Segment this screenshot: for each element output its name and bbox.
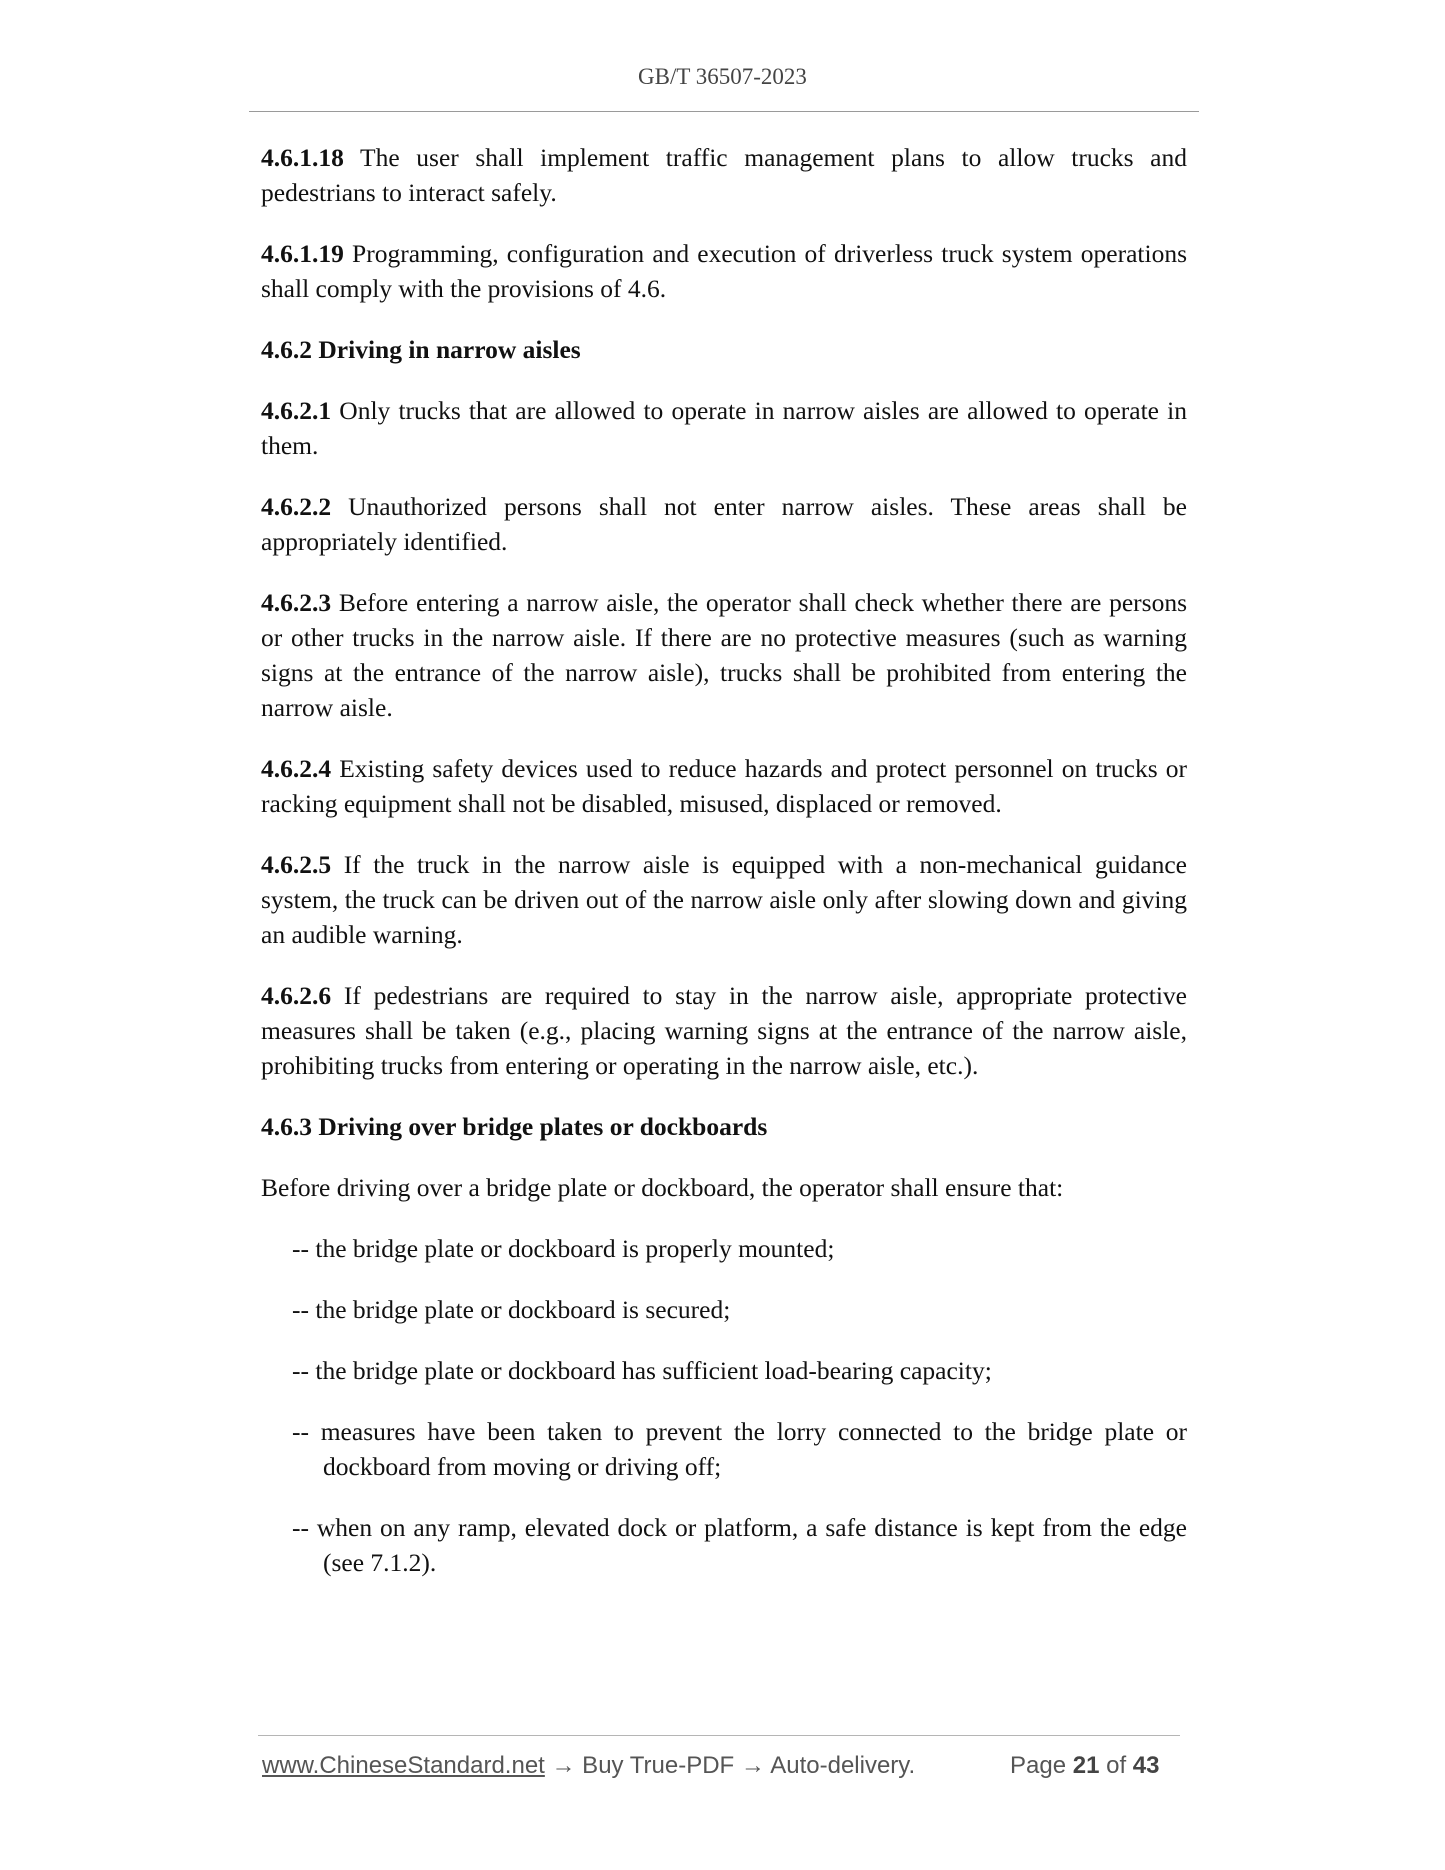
header-divider xyxy=(249,111,1199,112)
list-item: -- when on any ramp, elevated dock or platform, a safe distance is kept from the edge (see 7.1.2). xyxy=(292,1513,1187,1577)
clause-text: If pedestrians are required to stay in the narrow aisle, appropriate protective measures shall be taken (e.g., placing warning signs at the entrance of the narrow aisle, prohibiting trucks from entering or operating in the narrow aisle, etc.). xyxy=(261,981,1187,1080)
total-pages-number: 43 xyxy=(1132,1752,1160,1779)
promo-text: → Buy True-PDF → Auto-delivery. xyxy=(544,1752,916,1779)
clause-4-6-2-1 xyxy=(261,393,1187,463)
clause-4-6-2-2 xyxy=(261,489,1187,559)
document-body xyxy=(261,140,1187,1606)
clause-number: 4.6.1.19 xyxy=(261,239,344,268)
section-intro: Before driving over a bridge plate or dockboard, the operator shall ensure that: xyxy=(261,1173,1064,1202)
clause-text: The user shall implement traffic management plans to allow trucks and pedestrians to interact safely. xyxy=(261,143,1187,207)
clause-number: 4.6.2.2 xyxy=(261,492,332,521)
clause-4-6-1-19 xyxy=(261,236,1187,306)
clause-4-6-2-5 xyxy=(261,847,1187,952)
section-heading-4-6-3: 4.6.3 Driving over bridge plates or dockboards xyxy=(261,1112,768,1141)
clause-text: Unauthorized persons shall not enter narrow aisles. These areas shall be appropriately identified. xyxy=(261,492,1187,556)
clause-number: 4.6.2.5 xyxy=(261,850,332,879)
website-link[interactable]: www.ChineseStandard.net xyxy=(262,1752,545,1779)
clause-number: 4.6.1.18 xyxy=(261,143,344,172)
clause-number: 4.6.2.3 xyxy=(261,588,332,617)
list-item: -- the bridge plate or dockboard has sufficient load-bearing capacity; xyxy=(292,1356,992,1385)
clause-text: Only trucks that are allowed to operate in narrow aisles are allowed to operate in them. xyxy=(261,396,1187,460)
clause-text: Before entering a narrow aisle, the operator shall check whether there are persons or other trucks in the narrow aisle. If there are no protective measures (such as warning signs at the entrance of the narrow aisle), trucks shall be prohibited from entering the narrow aisle. xyxy=(261,588,1187,722)
clause-text: If the truck in the narrow aisle is equipped with a non-mechanical guidance system, the truck can be driven out of the narrow aisle only after slowing down and giving an audible warning. xyxy=(261,850,1187,949)
of-label: of xyxy=(1099,1752,1133,1779)
page-label: Page xyxy=(1010,1752,1073,1779)
page-indicator xyxy=(1010,1752,1159,1780)
list-item: -- measures have been taken to prevent the lorry connected to the bridge plate or dockboard from moving or driving off; xyxy=(292,1417,1187,1481)
footer-divider xyxy=(258,1735,1180,1736)
list-item: -- the bridge plate or dockboard is secured; xyxy=(292,1295,731,1324)
list-item: -- the bridge plate or dockboard is properly mounted; xyxy=(292,1234,835,1263)
clause-number: 4.6.2.4 xyxy=(261,754,332,783)
clause-4-6-2-3 xyxy=(261,585,1187,725)
clause-4-6-2-6 xyxy=(261,978,1187,1083)
clause-4-6-2-4 xyxy=(261,751,1187,821)
section-heading-4-6-2: 4.6.2 Driving in narrow aisles xyxy=(261,335,581,364)
current-page-number: 21 xyxy=(1072,1752,1100,1779)
page-footer xyxy=(262,1752,1182,1780)
requirements-list xyxy=(261,1231,1187,1580)
clause-text: Programming, configuration and execution of driverless truck system operations shall comply with the provisions of 4.6. xyxy=(261,239,1187,303)
clause-4-6-1-18 xyxy=(261,140,1187,210)
clause-number: 4.6.2.1 xyxy=(261,396,332,425)
page-header-standard-id: GB/T 36507-2023 xyxy=(638,64,807,89)
clause-number: 4.6.2.6 xyxy=(261,981,332,1010)
clause-text: Existing safety devices used to reduce hazards and protect personnel on trucks or racking equipment shall not be disabled, misused, displaced or removed. xyxy=(261,754,1187,818)
